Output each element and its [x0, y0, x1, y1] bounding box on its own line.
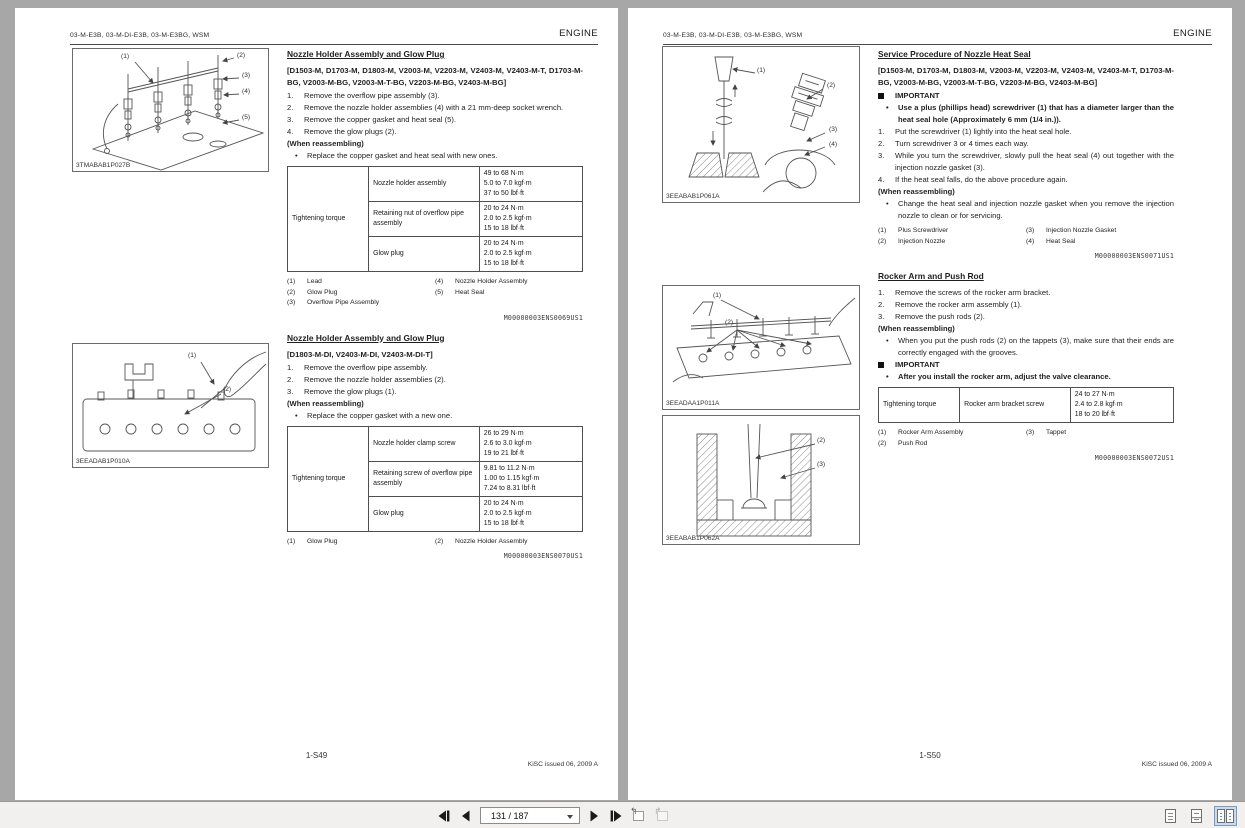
procedure-steps	[878, 126, 1174, 186]
procedure-step: Turn screwdriver 3 or 4 times each way.	[895, 139, 1029, 148]
torque-values: 26 to 29 N·m 2.6 to 3.0 kgf·m 19 to 21 lbf·ft	[479, 426, 582, 461]
important-marker-icon	[878, 93, 884, 99]
procedure-step: Remove the copper gasket and heat seal (5).	[304, 115, 456, 124]
first-page-button[interactable]	[436, 808, 452, 824]
torque-item: Retaining nut of overflow pipe assembly	[369, 202, 480, 237]
next-view-button[interactable]	[654, 805, 672, 824]
last-page-icon	[609, 810, 623, 822]
figure-line-art	[663, 416, 859, 544]
when-reassembling-label: (When reassembling)	[878, 324, 955, 333]
left-page-text-column	[287, 48, 583, 567]
procedure-step: Put the screwdriver (1) lightly into the heat seal hole.	[895, 127, 1072, 136]
torque-values: 20 to 24 N·m 2.0 to 2.5 kgf·m 15 to 18 lbf·ft	[479, 237, 582, 272]
torque-table-label: Tightening torque	[879, 388, 960, 423]
procedure-steps	[287, 90, 583, 138]
procedure-step: Remove the glow plugs (2).	[304, 127, 397, 136]
header-rule	[70, 44, 598, 45]
torque-values: 20 to 24 N·m 2.0 to 2.5 kgf·m 15 to 18 lbf·ft	[479, 202, 582, 237]
torque-table-label: Tightening torque	[288, 426, 369, 531]
document-code: M00000003ENS0072US1	[1094, 454, 1174, 462]
figure-line-art	[663, 286, 859, 409]
figure-callout: (1)	[188, 352, 197, 359]
chevron-down-icon	[567, 815, 573, 819]
figure-callout: (2)	[725, 319, 734, 326]
document-code: M00000003ENS0071US1	[1094, 252, 1174, 260]
figure-callout: (2)	[223, 386, 232, 393]
reassembling-note: • When you put the push rods (2) on the tappets (3), make sure that their ends are correctly engaged with the grooves.	[878, 335, 1174, 359]
procedure-step: Remove the nozzle holder assemblies (2).	[304, 374, 446, 384]
figure-callout: (4)	[242, 88, 251, 95]
torque-values: 24 to 27 N·m 2.4 to 2.8 kgf·m 18 to 20 lbf·ft	[1070, 388, 1173, 423]
page-number: 1-S50	[919, 751, 941, 760]
parts-legend: (1) Plus Screwdriver (2) Injection Nozzle (3) Injection Nozzle Gasket (4) Heat Seal	[878, 227, 1117, 245]
arrow-down-icon: ↱	[654, 805, 662, 816]
next-page-icon	[588, 810, 600, 822]
torque-item: Glow plug	[369, 496, 480, 531]
page-header-models: 03-M-E3B, 03-M-DI-E3B, 03-M-E3BG, WSM	[70, 32, 210, 39]
section-title: Nozzle Holder Assembly and Glow Plug	[287, 49, 445, 59]
procedure-step: Remove the rocker arm assembly (1).	[895, 300, 1023, 309]
tightening-torque-table	[878, 387, 1174, 423]
important-marker-icon	[878, 362, 884, 368]
tightening-torque-table	[287, 426, 583, 532]
procedure-step: Remove the nozzle holder assemblies (4) with a 21 mm-deep socket wrench.	[304, 103, 564, 112]
important-label: IMPORTANT	[878, 359, 1174, 371]
figure-callout: (3)	[817, 461, 826, 468]
torque-values: 49 to 68 N·m 5.0 to 7.0 kgf·m 37 to 50 lbf·ft	[479, 167, 582, 202]
page-number-combobox[interactable]	[480, 807, 580, 824]
tightening-torque-table	[287, 166, 583, 272]
procedure-step: While you turn the screwdriver, slowly pull the heat seal (4) out together with the injection nozzle gasket (3).	[895, 151, 1174, 172]
figure-label: 3EEADAA1P011A	[666, 400, 720, 407]
figure-callout: (2)	[817, 437, 826, 444]
continuous-view-icon	[1191, 809, 1202, 823]
important-note: • Use a plus (phillips head) screwdriver (1) that has a diameter larger than the heat seal hole (Approximately 6 mm (1/4 in.)).	[878, 102, 1174, 126]
facing-pages-view-button[interactable]	[1214, 806, 1237, 826]
torque-item: Rocker arm bracket screw	[960, 388, 1071, 423]
figure-heat-seal-removal	[662, 46, 860, 203]
page-header-models: 03-M-E3B, 03-M-DI-E3B, 03-M-E3BG, WSM	[663, 32, 803, 39]
last-page-button[interactable]	[608, 808, 624, 824]
single-page-view-button[interactable]	[1162, 806, 1179, 826]
reassembling-note: • Replace the copper gasket and heat seal with new ones.	[287, 150, 583, 162]
figure-line-art	[73, 344, 268, 467]
previous-page-button[interactable]	[458, 808, 474, 824]
figure-callout: (1)	[121, 53, 130, 60]
torque-item: Retaining screw of overflow pipe assembly	[369, 461, 480, 496]
facing-page-right-icon	[1226, 809, 1234, 823]
figure-callout: (2)	[827, 82, 836, 89]
figure-callout: (1)	[713, 292, 722, 299]
procedure-step: Remove the push rods (2).	[895, 312, 985, 321]
section-title: Rocker Arm and Push Rod	[878, 271, 984, 281]
procedure-step: Remove the glow plugs (1).	[304, 386, 397, 396]
continuous-view-button[interactable]	[1188, 806, 1205, 826]
when-reassembling-label: (When reassembling)	[878, 187, 955, 196]
issue-note: KiSC issued 06, 2009 A	[527, 761, 598, 768]
torque-values: 20 to 24 N·m 2.0 to 2.5 kgf·m 15 to 18 lbf·ft	[479, 496, 582, 531]
parts-legend: (1) Rocker Arm Assembly (2) Push Rod (3) Tappet	[878, 429, 1067, 447]
torque-item: Nozzle holder clamp screw	[369, 426, 480, 461]
manual-page-right	[628, 8, 1232, 800]
previous-view-button[interactable]	[630, 805, 648, 824]
document-code: M00000003ENS0069US1	[503, 313, 583, 322]
procedure-steps	[287, 362, 583, 398]
figure-label: 3EEADAB1P010A	[76, 458, 130, 465]
torque-item: Nozzle holder assembly	[369, 167, 480, 202]
single-page-view-icon	[1165, 809, 1176, 823]
figure-glow-plug-removal	[72, 343, 269, 468]
previous-page-icon	[460, 810, 472, 822]
figure-label: 3EEABAB1P061A	[666, 193, 720, 200]
figure-line-art	[73, 49, 268, 171]
figure-label: 3TMABAB1P027B	[76, 162, 131, 169]
important-label: IMPORTANT	[878, 90, 1174, 102]
important-note: • After you install the rocker arm, adjust the valve clearance.	[878, 371, 1174, 383]
page-header-chapter: ENGINE	[559, 28, 598, 39]
applicable-models: [D1503-M, D1703-M, D1803-M, V2003-M, V2203-M, V2403-M, V2403-M-T, D1703-M-BG, V2003-M-BG, V2003-M-T-BG, V2203-M-BG, V2403-M-BG]	[878, 66, 1174, 87]
procedure-step: Remove the screws of the rocker arm bracket.	[895, 288, 1051, 297]
torque-item: Glow plug	[369, 237, 480, 272]
arrow-up-icon: ↰	[630, 805, 638, 816]
figure-callout: (3)	[829, 126, 838, 133]
figure-rocker-arm	[662, 285, 860, 410]
figure-callout: (5)	[242, 114, 251, 121]
procedure-step: Remove the overflow pipe assembly.	[304, 362, 428, 372]
torque-table-label: Tightening torque	[288, 167, 369, 272]
torque-values: 9.81 to 11.2 N·m 1.00 to 1.15 kgf·m 7.24 to 8.31 lbf·ft	[479, 461, 582, 496]
procedure-step: Remove the overflow pipe assembly (3).	[304, 91, 440, 100]
parts-legend: (1) Lead (2) Glow Plug (3) Overflow Pipe Assembly (4) Nozzle Holder Assembly (5) Heat Seal	[287, 278, 528, 306]
reassembling-note: • Replace the copper gasket with a new one.	[287, 410, 583, 422]
figure-push-rod-tappet	[662, 415, 860, 545]
reassembling-note: • Change the heat seal and injection nozzle gasket when you remove the injection nozzle to clean or for servicing.	[878, 198, 1174, 222]
applicable-models: [D1503-M, D1703-M, D1803-M, V2003-M, V2203-M, V2403-M, V2403-M-T, D1703-M-BG, V2003-M-BG, V2003-M-T-BG, V2203-M-BG, V2403-M-BG]	[287, 66, 583, 87]
figure-callout: (3)	[242, 72, 251, 79]
right-page-text-column	[878, 48, 1174, 469]
viewer-toolbar	[0, 801, 1245, 828]
first-page-icon	[437, 810, 451, 822]
when-reassembling-label: (When reassembling)	[287, 398, 364, 408]
section-title: Nozzle Holder Assembly and Glow Plug	[287, 332, 445, 343]
procedure-steps	[878, 287, 1174, 323]
applicable-models: [D1803-M-DI, V2403-M-DI, V2403-M-DI-T]	[287, 349, 433, 359]
procedure-step: If the heat seal falls, do the above procedure again.	[895, 175, 1068, 184]
page-number: 1-S49	[305, 751, 328, 760]
page-header-chapter: ENGINE	[1173, 28, 1212, 39]
page-indicator-value: 131 / 187	[491, 810, 529, 821]
header-rule	[663, 44, 1212, 45]
page-layout-group	[1162, 806, 1237, 826]
figure-label: 3EEABAB1P062A	[666, 535, 720, 542]
parts-legend: (1) Glow Plug (2) Nozzle Holder Assembly	[287, 537, 528, 545]
document-code: M00000003ENS0070US1	[503, 552, 583, 560]
section-title: Service Procedure of Nozzle Heat Seal	[878, 49, 1031, 59]
figure-callout: (2)	[237, 52, 246, 59]
figure-callout: (1)	[757, 67, 766, 74]
manual-page-left	[15, 8, 618, 800]
page-navigation-group	[436, 807, 672, 824]
figure-callout: (4)	[829, 141, 838, 148]
facing-page-left-icon	[1217, 809, 1225, 823]
issue-note: KiSC issued 06, 2009 A	[1141, 761, 1212, 768]
figure-nozzle-holder-exploded	[72, 48, 269, 172]
when-reassembling-label: (When reassembling)	[287, 139, 364, 148]
next-page-button[interactable]	[586, 808, 602, 824]
